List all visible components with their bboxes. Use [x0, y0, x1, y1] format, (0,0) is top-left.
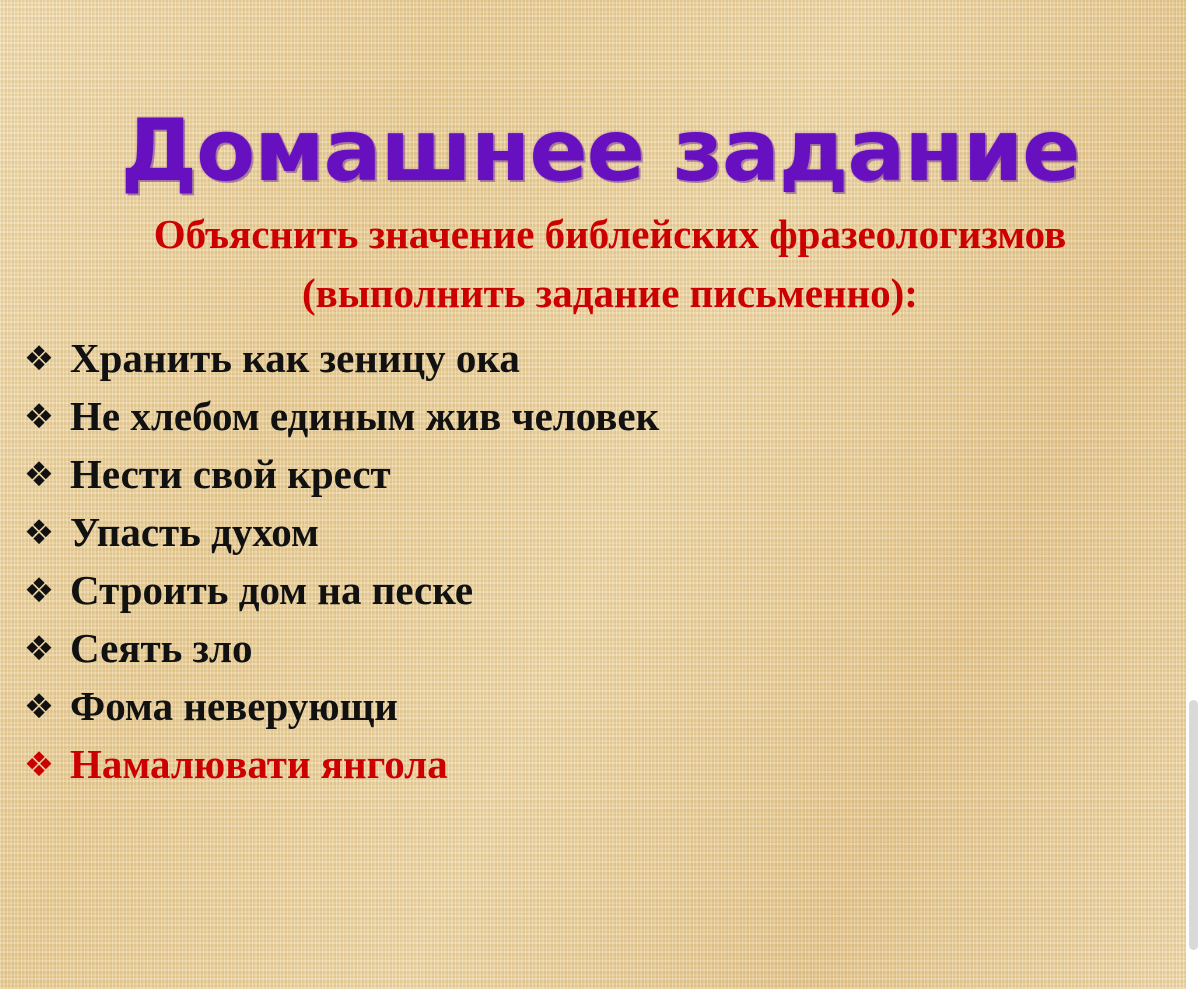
list-item-label: Строить дом на песке — [70, 567, 474, 614]
subtitle-line-2: (выполнить задание письменно): — [302, 270, 918, 317]
list-item-label: Хранить как зеницу ока — [70, 335, 520, 382]
bullet-list — [8, 330, 1180, 794]
list-item — [8, 388, 1180, 446]
list-item — [8, 504, 1180, 562]
bullet-diamond-icon: ❖ — [23, 397, 55, 437]
list-item-label: Упасть духом — [70, 509, 319, 556]
list-item-label: Не хлебом единым жив человек — [70, 393, 660, 440]
scrollbar-track[interactable] — [1186, 0, 1200, 989]
bullet-diamond-icon: ❖ — [23, 513, 55, 553]
list-item — [8, 620, 1180, 678]
bullet-diamond-icon: ❖ — [23, 571, 55, 611]
bullet-diamond-icon: ❖ — [23, 455, 55, 495]
list-item — [8, 678, 1180, 736]
list-item-label: Намалювати янгола — [70, 741, 448, 788]
list-item-label: Сеять зло — [70, 625, 253, 672]
page-title: Домашнее задание — [120, 100, 1080, 201]
list-item — [8, 446, 1180, 504]
bullet-diamond-icon: ❖ — [23, 339, 55, 379]
slide-subtitle — [30, 205, 1190, 324]
list-item-label: Фома неверующи — [70, 683, 398, 730]
list-item — [8, 330, 1180, 388]
scrollbar-thumb[interactable] — [1189, 700, 1198, 950]
subtitle-line-1: Объяснить значение библейских фразеологизмов — [153, 211, 1067, 257]
list-item — [8, 736, 1180, 794]
bullet-diamond-icon: ❖ — [23, 687, 55, 727]
list-item — [8, 562, 1180, 620]
bullet-diamond-icon: ❖ — [23, 745, 55, 785]
bullet-diamond-icon: ❖ — [23, 629, 55, 669]
list-item-label: Нести свой крест — [70, 451, 391, 498]
